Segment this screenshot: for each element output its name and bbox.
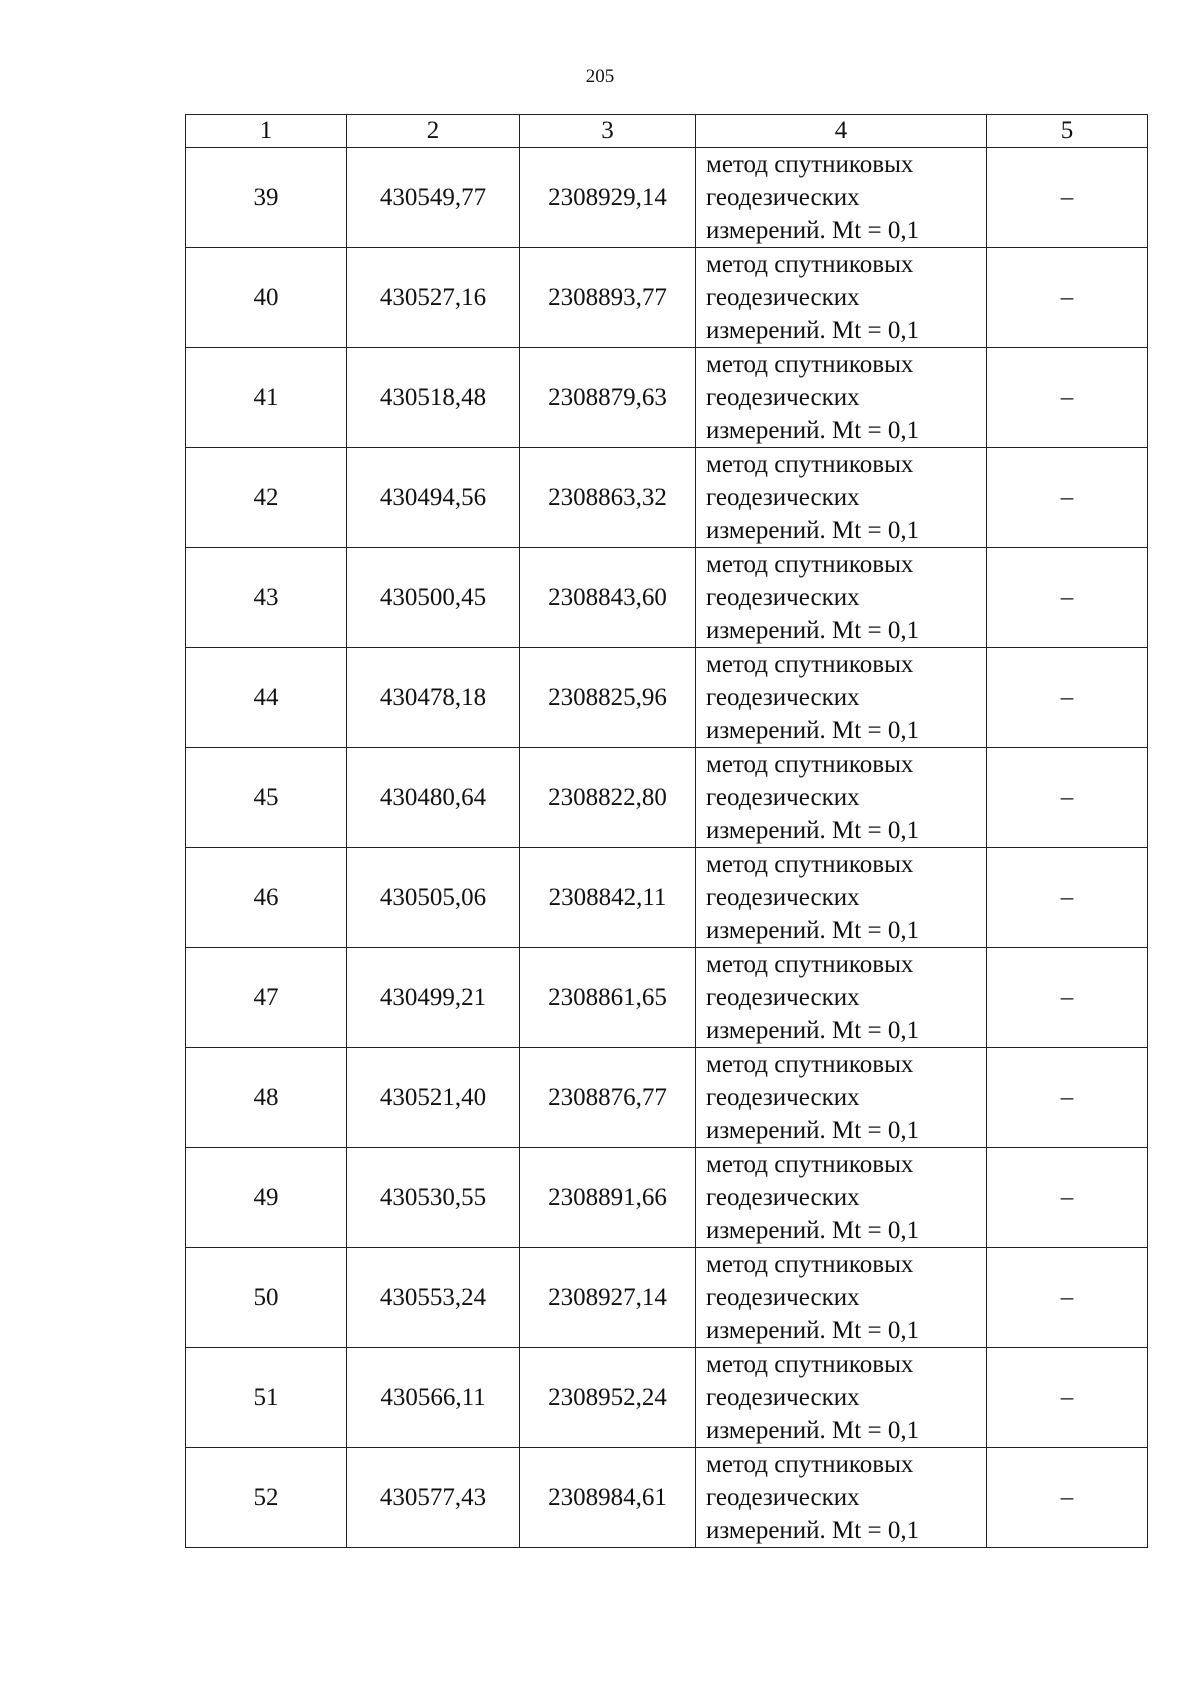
- method-text-line: измерений. Mt = 0,1: [706, 417, 920, 444]
- method-text-line: геодезических: [706, 1084, 860, 1111]
- point-number-cell: 45: [186, 748, 347, 848]
- column-header-2: 2: [347, 115, 520, 148]
- method-text-line: геодезических: [706, 1284, 860, 1311]
- method-cell: [696, 1248, 987, 1348]
- method-text-line: геодезических: [706, 584, 860, 611]
- y-coordinate-cell: 2308879,63: [520, 348, 696, 448]
- note-cell: –: [987, 348, 1148, 448]
- table-row: [186, 1048, 1148, 1148]
- note-cell: –: [987, 848, 1148, 948]
- point-number-cell: 44: [186, 648, 347, 748]
- x-coordinate-cell: 430527,16: [347, 248, 520, 348]
- table-row: [186, 948, 1148, 1048]
- table-row: [186, 1248, 1148, 1348]
- point-number-cell: 39: [186, 148, 347, 248]
- table-row: [186, 348, 1148, 448]
- y-coordinate-cell: 2308927,14: [520, 1248, 696, 1348]
- x-coordinate-cell: 430518,48: [347, 348, 520, 448]
- method-text-line: метод спутниковых: [706, 351, 914, 378]
- column-header-1: 1: [186, 115, 347, 148]
- y-coordinate-cell: 2308893,77: [520, 248, 696, 348]
- method-cell: [696, 648, 987, 748]
- method-text-line: геодезических: [706, 1484, 860, 1511]
- point-number-cell: 49: [186, 1148, 347, 1248]
- note-cell: –: [987, 1448, 1148, 1548]
- y-coordinate-cell: 2308863,32: [520, 448, 696, 548]
- y-coordinate-cell: 2308929,14: [520, 148, 696, 248]
- x-coordinate-cell: 430553,24: [347, 1248, 520, 1348]
- note-cell: –: [987, 548, 1148, 648]
- y-coordinate-cell: 2308822,80: [520, 748, 696, 848]
- method-text-line: измерений. Mt = 0,1: [706, 817, 920, 844]
- note-cell: –: [987, 1348, 1148, 1448]
- table-row: [186, 448, 1148, 548]
- y-coordinate-cell: 2308843,60: [520, 548, 696, 648]
- method-text-line: геодезических: [706, 684, 860, 711]
- table-row: [186, 1448, 1148, 1548]
- method-cell: [696, 1148, 987, 1248]
- method-text-line: измерений. Mt = 0,1: [706, 317, 920, 344]
- point-number-cell: 47: [186, 948, 347, 1048]
- method-text-line: геодезических: [706, 884, 860, 911]
- method-text-line: геодезических: [706, 784, 860, 811]
- x-coordinate-cell: 430577,43: [347, 1448, 520, 1548]
- method-text-line: измерений. Mt = 0,1: [706, 1517, 920, 1544]
- method-cell: [696, 748, 987, 848]
- point-number-cell: 52: [186, 1448, 347, 1548]
- column-header-4: 4: [696, 115, 987, 148]
- table-row: [186, 248, 1148, 348]
- point-number-cell: 51: [186, 1348, 347, 1448]
- method-text-line: измерений. Mt = 0,1: [706, 617, 920, 644]
- method-text-line: измерений. Mt = 0,1: [706, 1117, 920, 1144]
- method-text-line: геодезических: [706, 284, 860, 311]
- method-text-line: геодезических: [706, 384, 860, 411]
- x-coordinate-cell: 430521,40: [347, 1048, 520, 1148]
- table-row: [186, 1148, 1148, 1248]
- note-cell: –: [987, 448, 1148, 548]
- method-text-line: измерений. Mt = 0,1: [706, 917, 920, 944]
- method-text-line: геодезических: [706, 1184, 860, 1211]
- table-row: [186, 548, 1148, 648]
- x-coordinate-cell: 430530,55: [347, 1148, 520, 1248]
- point-number-cell: 46: [186, 848, 347, 948]
- table-row: [186, 648, 1148, 748]
- y-coordinate-cell: 2308825,96: [520, 648, 696, 748]
- table-row: [186, 848, 1148, 948]
- column-header-5: 5: [987, 115, 1148, 148]
- method-cell: [696, 148, 987, 248]
- coordinates-table: [185, 114, 1148, 1548]
- table-row: [186, 1348, 1148, 1448]
- point-number-cell: 40: [186, 248, 347, 348]
- point-number-cell: 50: [186, 1248, 347, 1348]
- y-coordinate-cell: 2308876,77: [520, 1048, 696, 1148]
- method-cell: [696, 1048, 987, 1148]
- method-text-line: метод спутниковых: [706, 1351, 914, 1378]
- method-cell: [696, 348, 987, 448]
- method-text-line: измерений. Mt = 0,1: [706, 1017, 920, 1044]
- method-text-line: геодезических: [706, 184, 860, 211]
- x-coordinate-cell: 430549,77: [347, 148, 520, 248]
- x-coordinate-cell: 430500,45: [347, 548, 520, 648]
- method-cell: [696, 1348, 987, 1448]
- point-number-cell: 41: [186, 348, 347, 448]
- table-row: [186, 748, 1148, 848]
- note-cell: –: [987, 148, 1148, 248]
- method-text-line: измерений. Mt = 0,1: [706, 1217, 920, 1244]
- y-coordinate-cell: 2308842,11: [520, 848, 696, 948]
- note-cell: –: [987, 1048, 1148, 1148]
- method-text-line: метод спутниковых: [706, 1051, 914, 1078]
- method-text-line: измерений. Mt = 0,1: [706, 517, 920, 544]
- method-text-line: метод спутниковых: [706, 451, 914, 478]
- page-number: 205: [585, 66, 615, 87]
- method-text-line: геодезических: [706, 1384, 860, 1411]
- note-cell: –: [987, 648, 1148, 748]
- header-row: [186, 115, 1148, 148]
- method-text-line: метод спутниковых: [706, 751, 914, 778]
- method-cell: [696, 248, 987, 348]
- x-coordinate-cell: 430499,21: [347, 948, 520, 1048]
- method-cell: [696, 548, 987, 648]
- column-header-3: 3: [520, 115, 696, 148]
- y-coordinate-cell: 2308861,65: [520, 948, 696, 1048]
- method-text-line: метод спутниковых: [706, 851, 914, 878]
- method-cell: [696, 948, 987, 1048]
- method-text-line: метод спутниковых: [706, 1151, 914, 1178]
- y-coordinate-cell: 2308952,24: [520, 1348, 696, 1448]
- method-text-line: измерений. Mt = 0,1: [706, 1417, 920, 1444]
- note-cell: –: [987, 748, 1148, 848]
- method-text-line: геодезических: [706, 484, 860, 511]
- y-coordinate-cell: 2308984,61: [520, 1448, 696, 1548]
- table-row: [186, 148, 1148, 248]
- y-coordinate-cell: 2308891,66: [520, 1148, 696, 1248]
- note-cell: –: [987, 1248, 1148, 1348]
- x-coordinate-cell: 430478,18: [347, 648, 520, 748]
- method-text-line: геодезических: [706, 984, 860, 1011]
- note-cell: –: [987, 248, 1148, 348]
- method-text-line: метод спутниковых: [706, 1451, 914, 1478]
- x-coordinate-cell: 430480,64: [347, 748, 520, 848]
- x-coordinate-cell: 430505,06: [347, 848, 520, 948]
- table-body: [186, 148, 1148, 1548]
- method-text-line: измерений. Mt = 0,1: [706, 1317, 920, 1344]
- note-cell: –: [987, 1148, 1148, 1248]
- point-number-cell: 48: [186, 1048, 347, 1148]
- method-cell: [696, 1448, 987, 1548]
- method-cell: [696, 448, 987, 548]
- method-text-line: метод спутниковых: [706, 1251, 914, 1278]
- method-text-line: измерений. Mt = 0,1: [706, 717, 920, 744]
- method-cell: [696, 848, 987, 948]
- method-text-line: метод спутниковых: [706, 251, 914, 278]
- method-text-line: метод спутниковых: [706, 551, 914, 578]
- method-text-line: метод спутниковых: [706, 951, 914, 978]
- method-text-line: измерений. Mt = 0,1: [706, 217, 920, 244]
- x-coordinate-cell: 430494,56: [347, 448, 520, 548]
- point-number-cell: 43: [186, 548, 347, 648]
- method-text-line: метод спутниковых: [706, 651, 914, 678]
- x-coordinate-cell: 430566,11: [347, 1348, 520, 1448]
- point-number-cell: 42: [186, 448, 347, 548]
- method-text-line: метод спутниковых: [706, 151, 914, 178]
- note-cell: –: [987, 948, 1148, 1048]
